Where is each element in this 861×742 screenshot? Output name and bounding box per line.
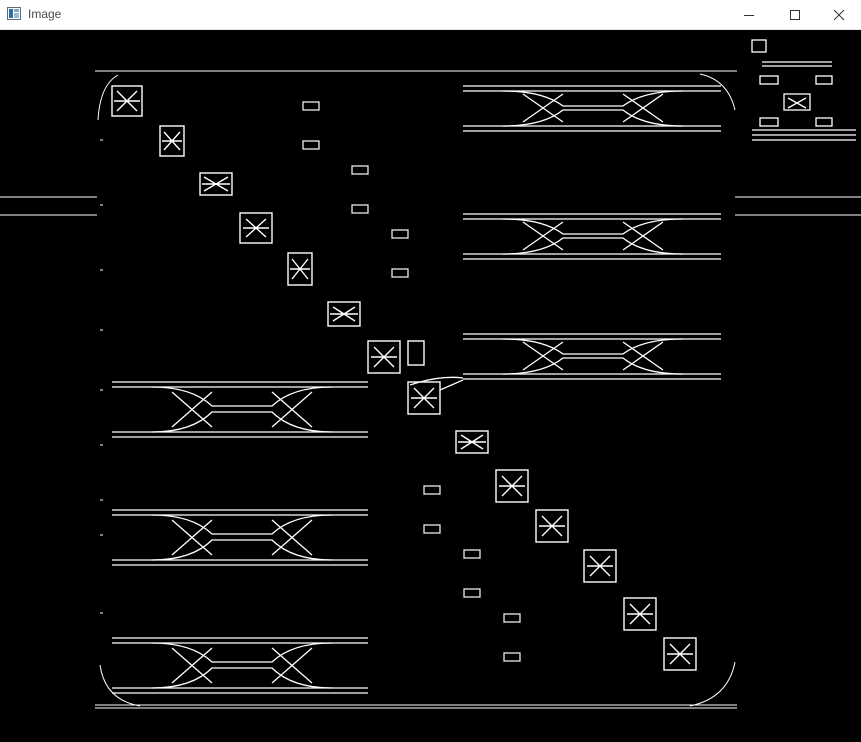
window-title: Image <box>28 7 62 21</box>
minimize-button[interactable] <box>727 0 771 29</box>
minimize-icon <box>743 9 755 21</box>
close-icon <box>833 9 845 21</box>
image-canvas[interactable] <box>0 30 861 742</box>
edge-detected-schematic <box>0 30 861 742</box>
maximize-icon <box>789 9 801 21</box>
close-button[interactable] <box>817 0 861 29</box>
title-bar[interactable] <box>0 0 861 30</box>
app-image-icon <box>7 7 21 20</box>
maximize-button[interactable] <box>773 0 817 29</box>
